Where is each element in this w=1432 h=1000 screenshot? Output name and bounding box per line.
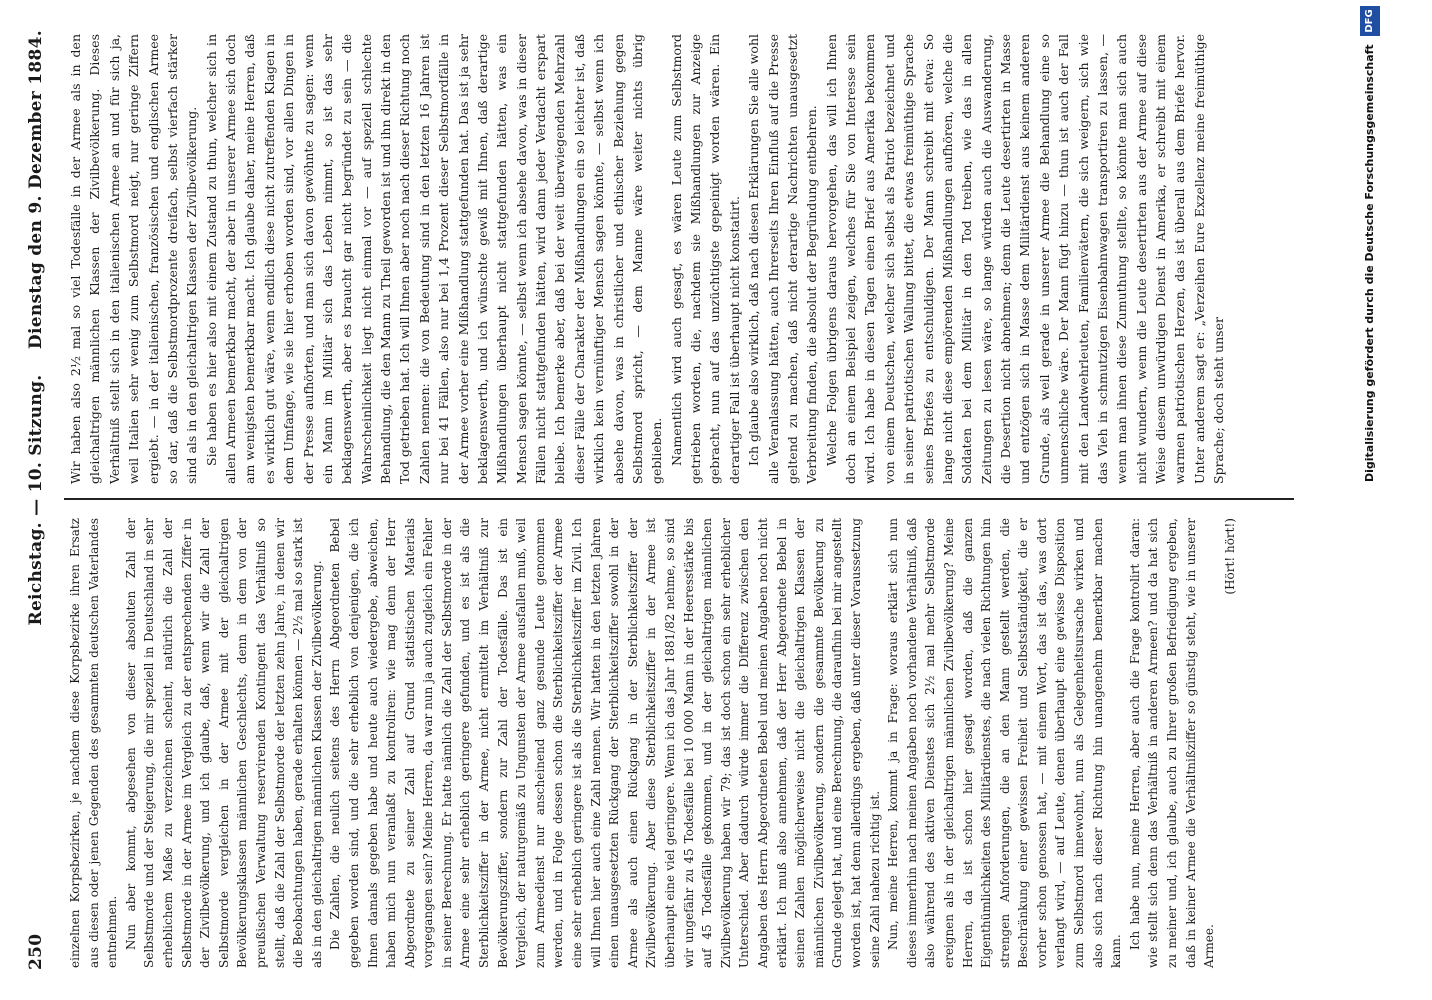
paragraph: Die Zahlen, die neulich seitens des Herrn Abgeordneten Bebel gegeben worden sind, und die sehr erheblich von denjenigen, die ich Ihnen damals gegeben habe und heute auch wiedergebe, abweichen, haben mich nun veranlaßt zu kontroliren: wie mag denn der Herr Abgeordnete zu seiner Zahl auf Grund statistischen Materials vorgegangen sein? Meine Herren, da war nun ja auch zugleich ein Fehler in seiner Berechnung. Er hatte nämlich die Zahl der Selbstmorde in der Armee eine sehr erheblich geringere gefunden, und es ist als die Sterblichkeitsziffer in der Armee, nicht ermittelt im Verhältniß zur Bevölkerungsziffer, sondern zur Zahl der Todesfälle. Das ist ein Vergleich, der naturgemäß zu Ungunsten der Armee ausfallen muß, weil zum Armeedienst nur anscheinend ganz gesunde Leute genommen werden, und in Folge dessen schon die Sterblichkeitsziffer der Armee eine sehr erheblich geringere ist als die Sterblichkeitsziffer im Zivil. Ich will Ihnen hier auch eine Zahl nennen. Wir hatten in den letzten Jahren einen unausgesetzten Rückgang der Sterblichkeitsziffer sowohl in der Armee als auch einen Rückgang in der Sterblichkeitsziffer der Zivilbevölkerung. Aber diese Sterblichkeitsziffer in der Armee ist überhaupt eine viel geringere. Wenn ich das Jahr 1881/82 nehme, so sind wir ungefähr zu 45 Todesfälle bei 10 000 Mann in der Heeresstärke bis auf 45 Todesfälle gekommen, und in der gleichaltrigen männlichen Zivilbevölkerung haben wir 79; das ist doch schon ein sehr erheblicher Unterschied. Aber dadurch würde immer die Differenz zwischen den Angaben des Herrn Abgeordneten Bebel und meinen Angaben noch nicht erklärt. Ich muß also annehmen, daß der Herr Abgeordnete Bebel in seinen Zahlen möglicherweise nicht die gleichaltrigen Klassen der männlichen Zivilbevölkerung, sondern die gesammte Bevölkerung zu Grunde gelegt hat, und eine Berechnung, die daraufhin bei mir angestellt worden ist, hat denn allerdings ergeben, daß unter dieser Voraussetzung seine Zahl nahezu richtig ist. — [328, 518, 882, 968]
right-column — [66, 34, 1229, 484]
paragraph: Welche Folgen übrigens daraus hervorgehen, das will ich Ihnen doch an einem Beispiel zeigen, welches für Sie von Interesse sein wird. Ich habe in diesen Tagen einen Brief aus Amerika bekommen von einem Deutschen, welcher sich selbst als Patriot bezeichnet und in seiner patriotischen Wallung bittet, die etwas freimüthige Sprache seines Briefes zu entschuldigen. Der Mann schreibt mit etwa: So lange nicht diese empörenden Mißhandlungen aufhören, welche die Soldaten bei dem Militär in den Tod treiben, wie das in allen Zeitungen zu lesen wäre, so lange würden auch die Auswanderung, die Desertion nicht abnehmen; denn die Leute desertirten in Masse und entzögen sich in Masse dem Militärdienst aus keinem anderen Grunde, als weil gerade in unserer Armee die Behandlung eine so unmenschliche wäre. Der Mann fügt hinzu — thun ist auch der Fall mit den Landwehrleuten, Familienvätern, die sich weigern, sich wie das Vieh in schmutzigen Eisenbahnwagen transportiren zu lassen, — wenn man ihnen diese Zumuthung stellte, so könnte man sich auch nicht wundern, wenn die Leute desertirten aus der Armee auf diese Weise diesem unwürdigen Dienst in Amerika, er schreibt mit einem warmen patriotischen Herzen, das ist überall aus dem Briefe hervor. Unter anderem sagt er: „Verzeihen Eure Exzellenz meine freimüthige Sprache; doch steht unser — [823, 34, 1227, 484]
page-number: 250 — [26, 933, 46, 970]
left-column — [66, 518, 1239, 968]
applause-note: (Hört! hört!) — [1222, 518, 1237, 595]
column-divider — [64, 498, 1294, 500]
session-title: Reichstag. — 10. Sitzung. — [26, 374, 46, 626]
session-date: Dienstag den 9. Dezember 1884. — [26, 30, 46, 350]
paragraph: Ich glaube also wirklich, daß nach diesen Erklärungen Sie alle wohl alle Veranlassung hätten, auch Ihrerseits Ihren Einfluß auf die Presse geltend zu machen, daß nicht derartige Nachrichten unausgesetzt Verbreitung finden, die absolut der Begründung entbehren. — [746, 34, 820, 484]
paragraph: Nun aber kommt, abgesehen von dieser absoluten Zahl der Selbstmorde und der Steigerung, die mir speziell in Deutschland in sehr erheblichem Maße zu verzeichnen scheint, natürlich die Zahl der Selbstmorde in der Armee im Vergleich zu der entsprechenden Ziffer in der Zivilbevölkerung, und ich glaube, daß, wenn wir die Zahl der Selbstmorde vergleichen in der Armee mit der gleichaltrigen Bevölkerungsklassen männlichen Geschlechts, denn in dem von der preußischen Verwaltung reservirenden Kontingent das Verhältniß so stellt, daß die Zahl der Selbstmorde der letzten zehn Jahre, in denen wir die Beobachtungen haben, gerade erhalten können — 2½ mal so stark ist als in den gleichaltrigen männlichen Klassen der Zivilbevölkerung. — [123, 518, 324, 968]
dfg-logo: DFG — [1360, 6, 1380, 36]
paragraph: Namentlich wird auch gesagt, es wären Leute zum Selbstmord getrieben worden, die, nachdem sie Mißhandlungen zur Anzeige gebracht, nun auf das unzüchtigste gepeinigt worden wären. Ein derartiger Fall ist überhaupt nicht konstatirt. — [668, 34, 742, 484]
digitization-footer — [1360, 6, 1382, 996]
paragraph: Wir haben also 2½ mal so viel Todesfälle in der Armee als in den gleichaltrigen männlichen Klassen der Zivilbevölkerung. Dieses Verhältniß stellt sich in den italienischen Armee an und für sich ja, weil Italien sehr wenig zum Selbstmord neigt, nur geringe Ziffern ergiebt. — in der italienischen, französischen und englischen Armee so dar, daß die Selbstmordprozente dreifach, selbst vierfach stärker sind als in den gleichaltrigen Klassen der Zivilbevölkerung. — [68, 34, 200, 484]
digitization-note: Digitalisierung gefördert durch die Deutsche Forschungsgemeinschaft — [1363, 44, 1376, 482]
paragraph: Nun, meine Herren, kommt ja in Frage: woraus erklärt sich nun dieses immerhin nach meinen Angaben noch vorhandene Verhältniß, daß also während des aktiven Dienstes sich 2½ mal mehr Selbstmorde ereignen als in der gleichaltrigen männlichen Zivilbevölkerung? Meine Herren, da ist schon hier gesagt worden, daß die ganzen Eigenthümlichkeiten des Militärdienstes, die nach vielen Richtungen hin strengen Anforderungen, die an den Mann gestellt werden, die Beschränkung einer gewissen Freiheit und Selbstständigkeit, die er vorher schon genossen hat, — mit einem Wort, das ist das, was dort verlangt wird, — auf Leute, denen überhaupt eine gewisse Disposition zum Selbstmord innewohnt, nun als Gelegenheitsursache wirken und also sich nach dieser Richtung hin unangenehm bemerkbar machen kann. — [886, 518, 1124, 968]
page-header — [18, 30, 58, 970]
paragraph: einzelnen Korpsbezirken, je nachdem diese Korpsbezirke ihren Ersatz aus diesen oder jenen Gegenden des gesammten deutschen Vaterlandes entnehmen. — [68, 518, 120, 968]
paragraph: Sie haben es hier also mit einem Zustand zu thun, welcher sich in allen Armeen bemerkbar macht, der aber in unserer Armee sich doch am wenigsten bemerkbar macht. Ich glaube daher, meine Herren, daß es wirklich gut wäre, wenn endlich diese nicht zutreffenden Klagen in dem Umfange, wie sie hier erhoben worden sind, vor allen Dingen in der Presse aufhörten, und man sich davon gewöhnte zu sagen: wenn ein Mann im Militär sich das Leben nimmt, so ist das sehr beklagenswerth, aber es braucht gar nicht begründet zu sein — die Wahrscheinlichkeit liegt nicht einmal vor — auf speziell schlechte Behandlung, die den Mann zu Theil geworden ist und ihn direkt in den Tod getrieben hat. Ich will Ihnen aber noch nach dieser Richtung noch Zahlen nennen: die von Bedeutung sind in den letzten 16 Jahren ist nur bei 41 Fällen, also nur bei 1,4 Prozent dieser Selbstmordfälle in der Armee vorher eine Mißhandlung stattgefunden hat. Das ist ja sehr beklagenswerth, und ich wünschte gewiß mit Ihnen, daß derartige Mißhandlungen überhaupt nicht stattgefunden hätten, was ein Mensch sagen könnte, — selbst wenn ich absehe davon, was in dieser Fällen nicht stattgefunden hätten, wird dann jeder Verdacht erspart bleibe. Ich bemerke aber, daß bei der weit überwiegenden Mehrzahl dieser Fälle der Charakter der Mißhandlungen ein so leichter ist, daß wirklich kein vernünftiger Mensch sagen könnte, — selbst wenn ich absehe davon, was in christlicher und ethischer Beziehung gegen Selbstmord spricht, — dem Manne wäre weiter nichts übrig geblieben. — [203, 34, 665, 484]
paragraph: Ich habe nun, meine Herren, aber auch die Frage kontrolirt daran: wie stellt sich denn das Verhältniß in anderen Armeen? und da hat sich zu meiner und, ich glaube, auch zu Ihrer großen Befriedigung ergeben, daß in keiner Armee die Verhältnißziffer so günstig steht, wie in unserer Armee. — [1127, 518, 1217, 968]
